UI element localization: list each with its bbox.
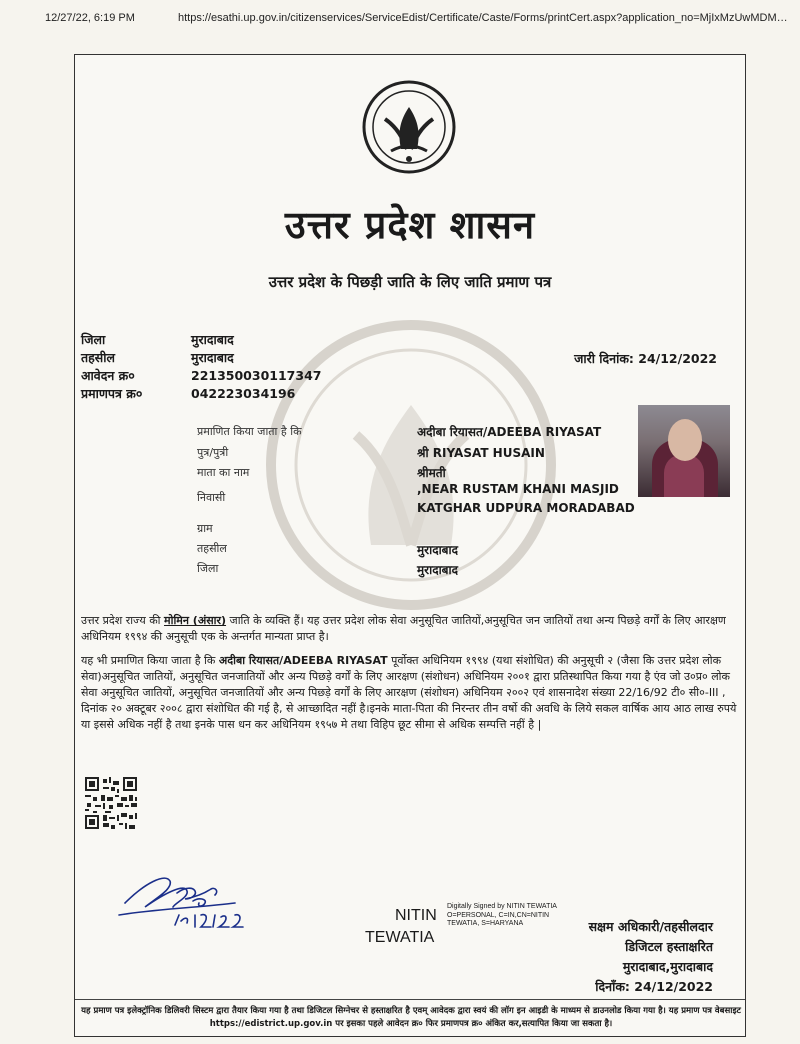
header-application-label: आवेदन क्र०: [81, 368, 135, 383]
child-label: पुत्र/पुत्री: [197, 446, 229, 459]
footer-note: यह प्रमाण पत्र इलेक्ट्रॉनिक डिलिवरी सिस्टम द्वारा तैयार किया गया है तथा डिजिटल सिग्नेचर से हस्ताक्षरित है एवम् आवेदक द्वारा स्वयं की लॉग इन आइडी के माध्यम से डाउनलोड किया गया है। यह प्रमाण पत्र वेबसाइट https://edistrict.up.gov.in पर इसका पहले आवेदन क्र० फिर प्रमाणपत्र क्र० अंकित कर,सत्यापित किया जा सकता है।: [81, 1006, 741, 1029]
header-district-label: जिला: [81, 332, 106, 347]
applicant-photo: [638, 405, 730, 497]
authority-location: मुरादाबाद,मुरादाबाद: [622, 959, 713, 974]
print-timestamp: 12/27/22, 6:19 PM: [45, 12, 135, 24]
caste-paragraph: उत्तर प्रदेश राज्य की मोमिन (अंसार) जाति के व्यक्ति हैं। यह उत्तर प्रदेश लोक सेवा अनुसूचित जातियों,अनुसूचित जन जातियों तथा अन्य पिछड़े वर्गों के लिए आरक्षण अधिनियम १९९४ की अनुसूची एक के अन्तर्गत मान्यता प्राप्त है।: [81, 614, 726, 643]
header-certificate-row: [81, 385, 295, 402]
certify-value: अदीबा रियासत/ADEEBA RIYASAT: [417, 425, 602, 439]
header-application-row: [81, 367, 321, 384]
child-value: श्री RIYASAT HUSAIN: [417, 446, 545, 460]
details-tehsil-label: तहसील: [197, 542, 227, 555]
header-tehsil-label: तहसील: [81, 350, 115, 365]
header-district-row: [81, 331, 234, 348]
resident-value-line1: ,NEAR RUSTAM KHANI MASJID: [417, 482, 619, 496]
up-government-emblem-icon: [361, 79, 457, 175]
certification-paragraph: यह भी प्रमाणित किया जाता है कि अदीबा रियासत/ADEEBA RIYASAT पूर्वोक्त अधिनियम १९९४ (यथा संशोधित) की अनुसूची २ (जैसा कि उत्तर प्रदेश लोक सेवा)अनुसूचित जातियों, अनुसूचित जनजातियों और अन्य पिछड़े वर्गों के लिए आरक्षण (संशोधन) अधिनियम २००१ द्वारा प्रतिस्थापित किया गया है एंव जो उ०प्र० लोक सेवा अनुसूचित जातियों, अनुसूचित जनजातियों और अन्य पिछड़े वर्गों के लिए आरक्षण (संशोधन) अधिनियम २००२ एवं शासनादेश संख्या 22/16/92 टी० सी०-III , दिनांक २० अक्टूबर २००८ द्वारा संशोधित की गई है, से आच्छादित नहीं है।इनके माता-पिता की निरन्तर तीन वर्षो की अवधि के लिये सकल वार्षिक आय आठ लाख रुपये या इससे अधिक नहीं है तथा इनके पास धन कर अधिनियम १९५७ मे तथा विहिप छूट सीमा से अधिक सम्पत्ति नहीं है |: [81, 654, 737, 731]
resident-value-line2: KATGHAR UDPURA MORADABAD: [417, 501, 635, 515]
mother-label: माता का नाम: [197, 466, 250, 479]
authority-block: [589, 917, 713, 997]
certify-label: प्रमाणित किया जाता है कि: [197, 425, 302, 438]
village-label: ग्राम: [197, 522, 213, 535]
watermark-emblem-icon: [261, 315, 561, 615]
issue-date: जारी दिनांक: 24/12/2022: [574, 351, 717, 366]
footer-divider: [75, 999, 745, 1000]
certificate: [74, 54, 746, 1037]
mother-value: श्रीमती: [417, 466, 446, 480]
header-certificate-value: 042223034196: [191, 386, 296, 401]
resident-label: निवासी: [197, 491, 226, 504]
handwritten-signature: [115, 863, 275, 933]
header-application-value: 221350030117347: [191, 368, 322, 383]
state-title: उत्तर प्रदेश शासन: [284, 202, 536, 247]
digital-signer-name: NITIN TEWATIA: [365, 907, 437, 946]
authority-digital-signed: डिजिटल हस्ताक्षरित: [625, 939, 713, 954]
header-tehsil-value: मुरादाबाद: [191, 350, 234, 365]
digital-signature-info: Digitally Signed by NITIN TEWATIA O=PERSONAL, C=IN,CN=NITIN TEWATIA, S=HARYANA: [447, 903, 557, 928]
header-tehsil-row: [81, 349, 234, 366]
authority-date: दिनाँक: 24/12/2022: [595, 979, 713, 994]
print-url: https://esathi.up.gov.in/citizenservices/ServiceEdist/Certificate/Caste/Forms/printCert.aspx?application_no=MjIxMzUwMDM…: [178, 12, 788, 24]
header-certificate-label: प्रमाणपत्र क्र०: [81, 386, 143, 401]
details-tehsil-value: मुरादाबाद: [417, 543, 459, 557]
qr-code-icon: [83, 775, 139, 831]
details-district-value: मुरादाबाद: [417, 563, 459, 577]
certificate-title: उत्तर प्रदेश के पिछड़ी जाति के लिए जाति प्रमाण पत्र: [268, 273, 552, 291]
caste-name: मोमिन (अंसार): [164, 614, 227, 627]
header-district-value: मुरादाबाद: [191, 332, 234, 347]
details-district-label: जिला: [197, 562, 219, 575]
applicant-name-inline: अदीबा रियासत/ADEEBA RIYASAT: [218, 654, 388, 667]
browser-print-header: [0, 8, 800, 28]
authority-title: सक्षम अधिकारी/तहसीलदार: [588, 919, 713, 934]
